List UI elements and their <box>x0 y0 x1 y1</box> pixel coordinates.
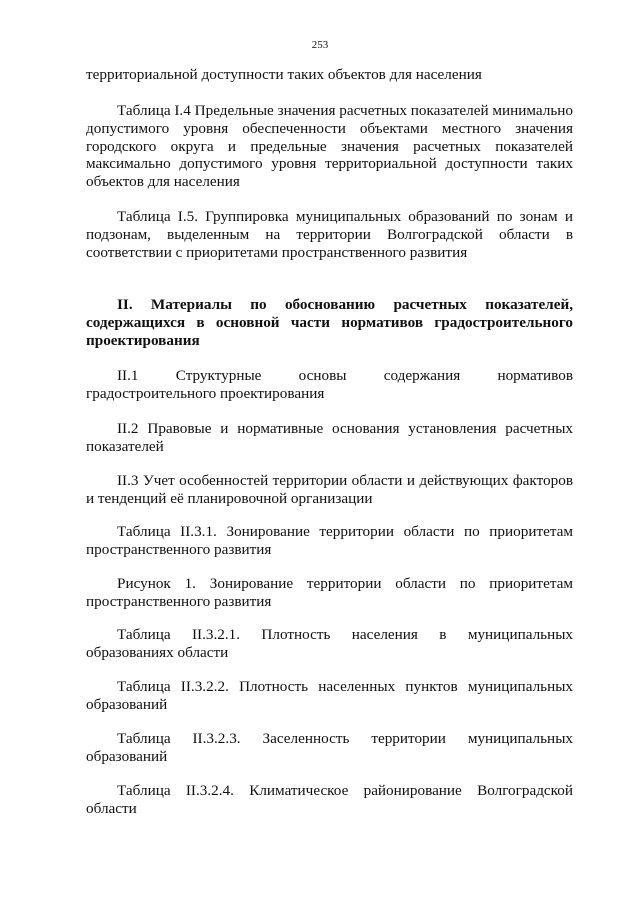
paragraph-table-ii-3-2-4: Таблица II.3.2.4. Климатическое районирование Волгоградской области <box>86 782 573 817</box>
section-heading-ii: II. Материалы по обоснованию расчетных показателей, содержащихся в основной части нормативов градостроительного проектирования <box>86 296 573 349</box>
paragraph-territorial-accessibility-continuation: территориальной доступности таких объектов для населения <box>86 66 482 83</box>
paragraph-table-ii-3-2-2: Таблица II.3.2.2. Плотность населенных пунктов муниципальных образований <box>86 678 573 713</box>
paragraph-ii-2: II.2 Правовые и нормативные основания установления расчетных показателей <box>86 420 573 455</box>
paragraph-ii-3: II.3 Учет особенностей территории области и действующих факторов и тенденций её планировочной организации <box>86 472 573 507</box>
paragraph-figure-1: Рисунок 1. Зонирование территории области по приоритетам пространственного развития <box>86 575 573 610</box>
paragraph-ii-1: II.1 Структурные основы содержания нормативов градостроительного проектирования <box>86 367 573 402</box>
paragraph-table-i4: Таблица I.4 Предельные значения расчетных показателей минимально допустимого уровня обеспеченности объектами местного значения городского округа и предельные значения расчетных показателей максимально допустимого уровня территориальной доступности таких объектов для населения <box>86 102 573 191</box>
paragraph-table-i5: Таблица I.5. Группировка муниципальных образований по зонам и подзонам, выделенным на территории Волгоградской области в соответствии с приоритетами пространственного развития <box>86 208 573 261</box>
paragraph-table-ii-3-1: Таблица II.3.1. Зонирование территории области по приоритетам пространственного развития <box>86 523 573 558</box>
paragraph-table-ii-3-2-3: Таблица II.3.2.3. Заселенность территории муниципальных образований <box>86 730 573 765</box>
page-number: 253 <box>311 39 329 51</box>
paragraph-table-ii-3-2-1: Таблица II.3.2.1. Плотность населения в муниципальных образованиях области <box>86 626 573 661</box>
